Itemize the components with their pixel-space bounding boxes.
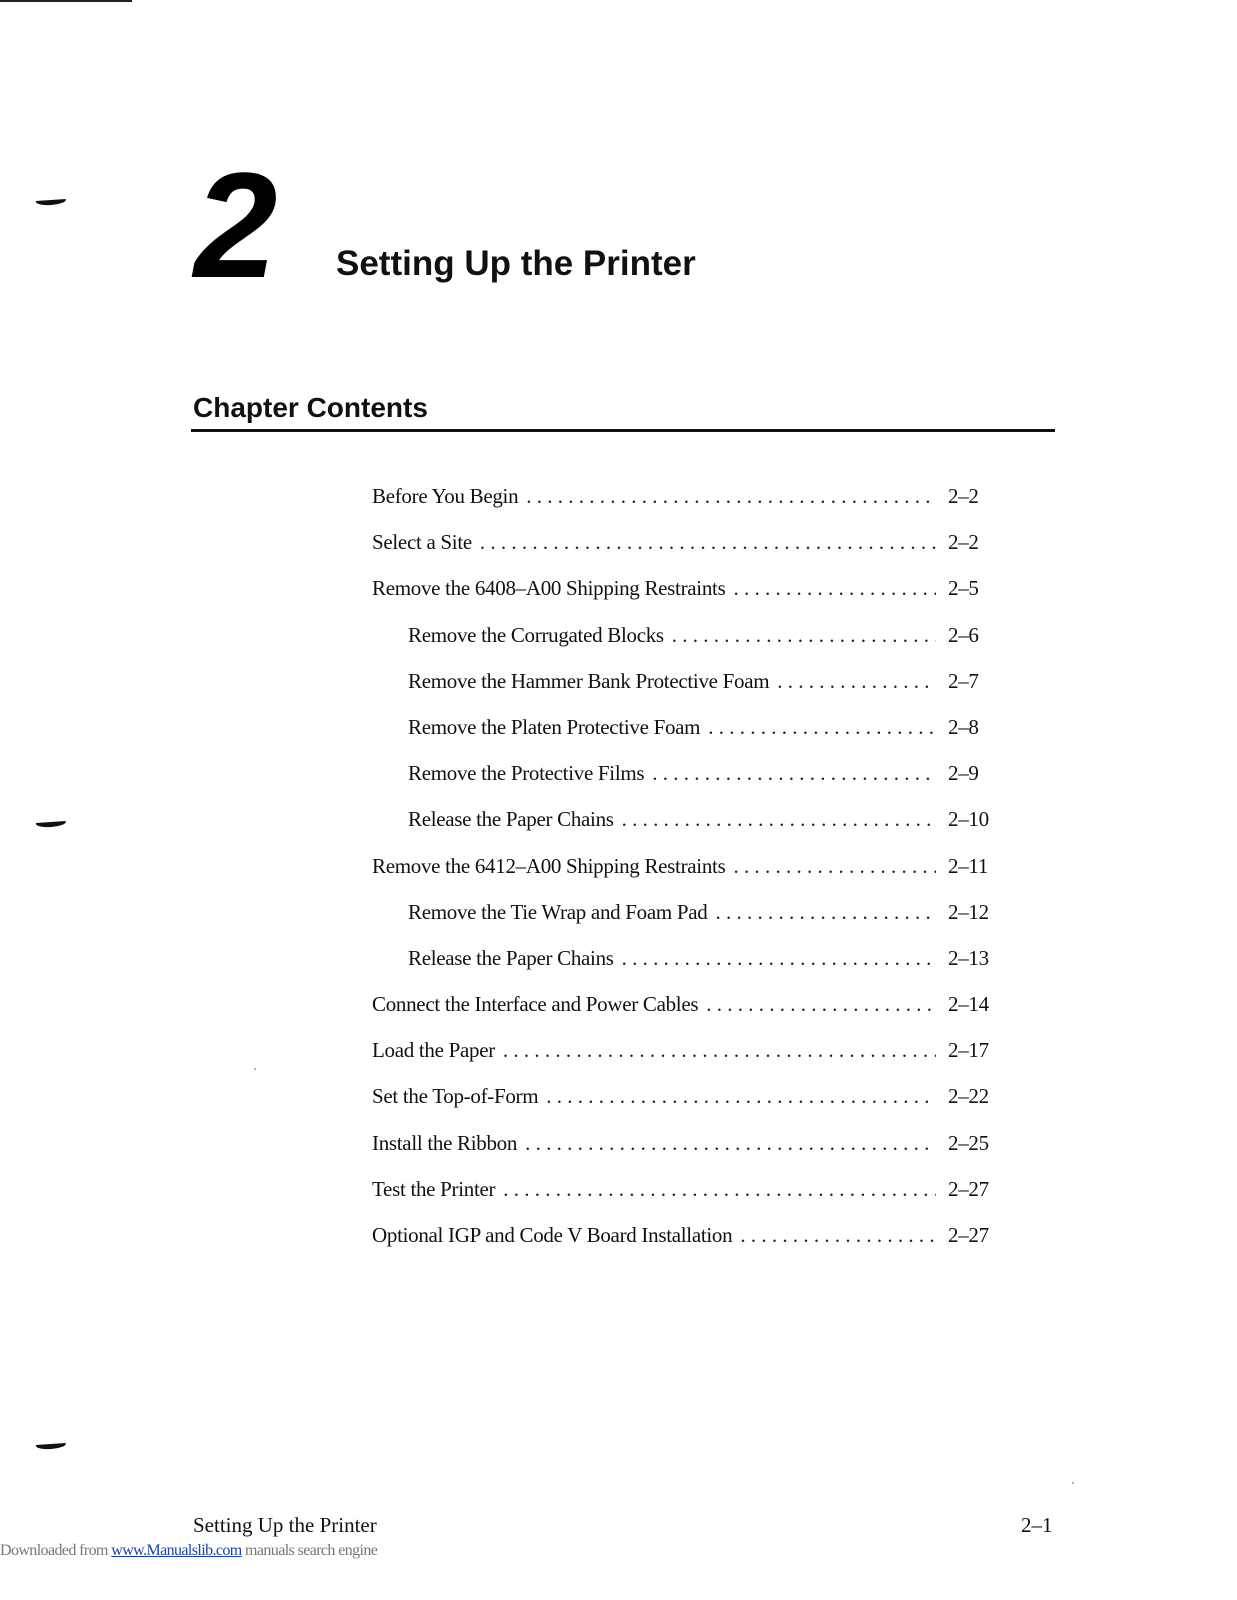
dot-leader xyxy=(652,755,936,791)
toc-entry-label: Select a Site xyxy=(372,524,480,560)
toc-entry-label: Optional IGP and Code V Board Installation xyxy=(372,1217,740,1253)
dot-leader xyxy=(503,1032,936,1068)
toc-entry-page: 2–8 xyxy=(948,714,979,739)
toc-entry[interactable] xyxy=(372,617,1012,663)
toc-entry-page: 2–14 xyxy=(948,992,989,1017)
dot-leader xyxy=(503,1171,936,1207)
toc-entry[interactable] xyxy=(372,894,1012,940)
manualslib-link[interactable]: www.Manualslib.com xyxy=(111,1542,242,1559)
toc-entry-label: Set the Top-of-Form xyxy=(372,1078,546,1114)
toc-entry-page: 2–27 xyxy=(948,1176,989,1201)
dot-leader xyxy=(777,663,936,699)
toc-entry[interactable] xyxy=(372,1171,1012,1217)
contents-divider xyxy=(191,429,1055,432)
toc-entry-label: Remove the Platen Protective Foam xyxy=(408,709,708,745)
footer-section-title: Setting Up the Printer xyxy=(193,1513,377,1537)
toc-entry-page: 2–2 xyxy=(948,530,979,555)
toc-entry-label: Connect the Interface and Power Cables xyxy=(372,986,706,1022)
toc-entry-page: 2–12 xyxy=(948,899,989,924)
dot-leader xyxy=(733,848,936,884)
toc-entry[interactable] xyxy=(372,1217,1012,1263)
download-attribution xyxy=(0,1540,377,1562)
toc-entry[interactable] xyxy=(372,1078,1012,1124)
toc-entry-page: 2–10 xyxy=(948,807,989,832)
dot-leader xyxy=(706,986,936,1022)
chapter-number: 2 xyxy=(194,141,276,309)
binder-hole-mark xyxy=(36,821,66,828)
toc-entry-page: 2–22 xyxy=(948,1084,989,1109)
toc-entry[interactable] xyxy=(372,663,1012,709)
dot-leader xyxy=(708,709,936,745)
scan-speck xyxy=(1072,1482,1074,1484)
toc-entry[interactable] xyxy=(372,524,1012,570)
toc-entry-page: 2–5 xyxy=(948,576,979,601)
toc-entry-page: 2–11 xyxy=(948,853,989,878)
toc-entry-page: 2–6 xyxy=(948,622,979,647)
toc-entry-page: 2–13 xyxy=(948,945,989,970)
toc-entry[interactable] xyxy=(372,801,1012,847)
dot-leader xyxy=(622,801,936,837)
toc-entry[interactable] xyxy=(372,570,1012,616)
toc-entry[interactable] xyxy=(372,755,1012,801)
toc-entry-page: 2–17 xyxy=(948,1038,989,1063)
toc-entry[interactable] xyxy=(372,1032,1012,1078)
toc-entry[interactable] xyxy=(372,1125,1012,1171)
toc-entry-label: Remove the Protective Films xyxy=(408,755,652,791)
toc-entry[interactable] xyxy=(372,940,1012,986)
toc-entry-page: 2–27 xyxy=(948,1223,989,1247)
dot-leader xyxy=(525,1125,936,1161)
download-suffix: manuals search engine xyxy=(241,1542,378,1559)
scan-speck xyxy=(254,1068,256,1070)
toc-entry-label: Release the Paper Chains xyxy=(408,940,622,976)
toc-entry-page: 2–25 xyxy=(948,1130,989,1155)
dot-leader xyxy=(672,617,936,653)
footer-page-number: 2–1 xyxy=(1021,1513,1053,1537)
chapter-title: Setting Up the Printer xyxy=(336,244,696,283)
table-of-contents xyxy=(372,478,1012,1263)
toc-entry-label: Remove the Hammer Bank Protective Foam xyxy=(408,663,777,699)
toc-entry-label: Remove the Tie Wrap and Foam Pad xyxy=(408,894,715,930)
dot-leader xyxy=(526,478,936,514)
binder-hole-mark xyxy=(36,1443,66,1450)
toc-entry-page: 2–9 xyxy=(948,761,979,786)
toc-entry[interactable] xyxy=(372,986,1012,1032)
toc-entry[interactable] xyxy=(372,478,1012,524)
binder-hole-mark xyxy=(36,199,66,206)
toc-entry[interactable] xyxy=(372,709,1012,755)
download-prefix: Downloaded from xyxy=(0,1542,112,1559)
toc-entry-label: Remove the Corrugated Blocks xyxy=(408,617,672,653)
top-edge-rule xyxy=(0,0,132,2)
contents-heading: Chapter Contents xyxy=(193,392,428,423)
toc-entry-label: Install the Ribbon xyxy=(372,1125,525,1161)
toc-entry-label: Before You Begin xyxy=(372,478,526,514)
dot-leader xyxy=(622,940,936,976)
dot-leader xyxy=(733,570,936,606)
dot-leader xyxy=(715,894,936,930)
toc-entry-page: 2–2 xyxy=(948,484,979,508)
toc-entry-label: Remove the 6412–A00 Shipping Restraints xyxy=(372,848,733,884)
toc-entry-page: 2–7 xyxy=(948,668,979,693)
toc-entry-label: Load the Paper xyxy=(372,1032,503,1068)
dot-leader xyxy=(740,1217,936,1253)
toc-entry[interactable] xyxy=(372,848,1012,894)
toc-entry-label: Release the Paper Chains xyxy=(408,801,622,837)
dot-leader xyxy=(546,1078,936,1114)
toc-entry-label: Remove the 6408–A00 Shipping Restraints xyxy=(372,570,733,606)
toc-entry-label: Test the Printer xyxy=(372,1171,503,1207)
dot-leader xyxy=(480,524,936,560)
